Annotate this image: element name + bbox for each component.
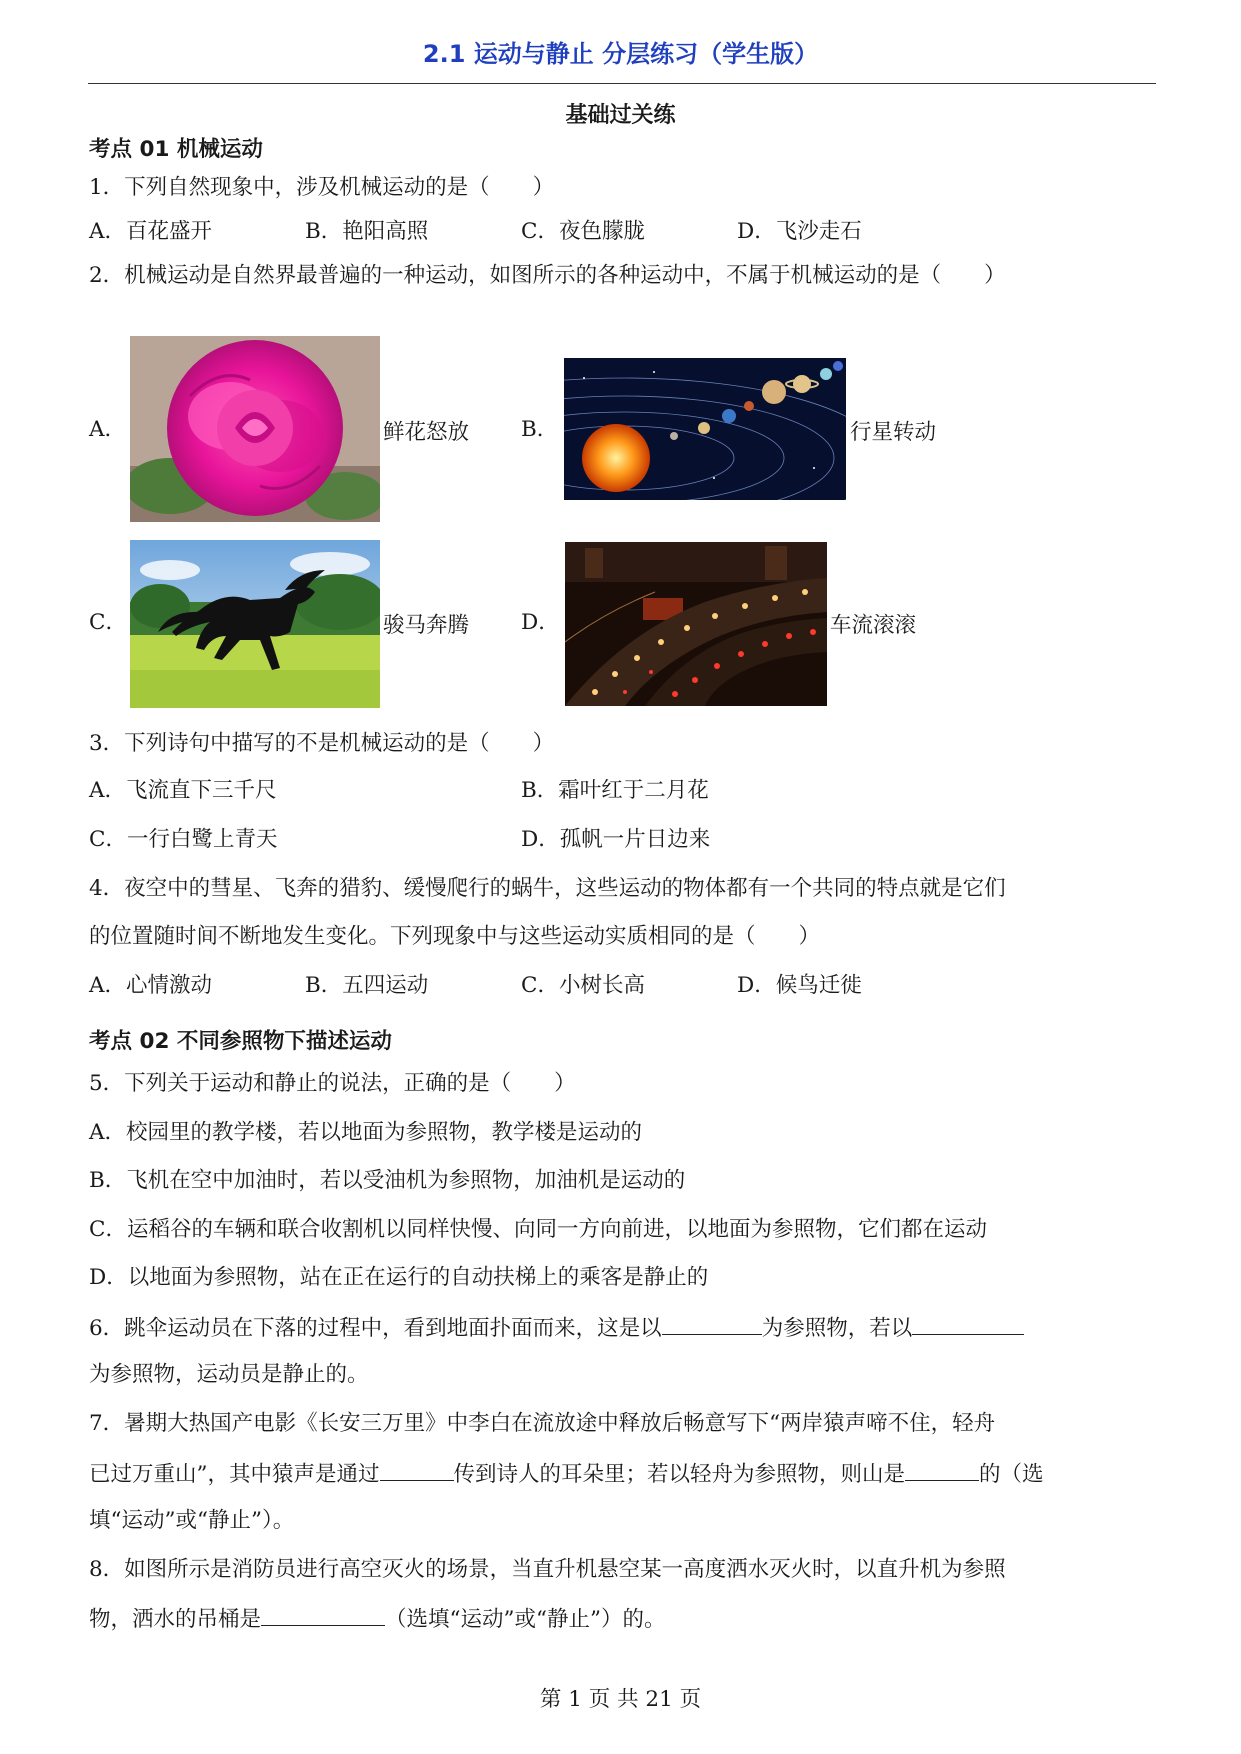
page-number: 第 1 页 共 21 页 (539, 1687, 702, 1712)
q2-option-b-caption: 行星转动 (850, 420, 937, 445)
q1-option-a: A．百花盛开 (89, 219, 213, 244)
q4-option-d: D．候鸟迁徙 (737, 973, 862, 998)
q8-text-2: （选填“运动”或“静止”）的。 (385, 1607, 666, 1632)
q2-option-a-label: A． (89, 417, 127, 442)
q7-text-3: 的（选 (979, 1462, 1044, 1487)
question-1-stem: 1．下列自然现象中，涉及机械运动的是（ ） (89, 175, 555, 200)
q3-option-a: A．飞流直下三千尺 (89, 778, 277, 803)
question-4-line-2: 的位置随时间不断地发生变化。下列现象中与这些运动实质相同的是（ ） (89, 924, 821, 949)
q7-blank-1[interactable] (380, 1458, 454, 1481)
q4-option-b: B．五四运动 (305, 973, 429, 998)
q1-option-c: C．夜色朦胧 (521, 219, 645, 244)
q5-option-a: A．校园里的教学楼，若以地面为参照物，教学楼是运动的 (89, 1120, 643, 1145)
document-title: 2.1 运动与静止 分层练习（学生版） (422, 40, 819, 68)
question-4-line-1: 4．夜空中的彗星、飞奔的猎豹、缓慢爬行的蜗牛，这些运动的物体都有一个共同的特点就是它们 (89, 876, 1006, 901)
question-8-line-1: 8．如图所示是消防员进行高空灭火的场景，当直升机悬空某一高度洒水灭火时，以直升机为参照 (89, 1557, 1006, 1582)
q5-option-c: C．运稻谷的车辆和联合收割机以同样快慢、向同一方向前进，以地面为参照物，它们都在运动 (89, 1217, 987, 1242)
question-6-line-1 (89, 1312, 1024, 1344)
q2-option-a-caption: 鲜花怒放 (383, 420, 470, 445)
q7-text-1: 已过万重山”，其中猿声是通过 (89, 1462, 380, 1487)
q8-blank-1[interactable] (261, 1603, 385, 1626)
q4-option-c: C．小树长高 (521, 973, 645, 998)
question-7-line-3: 填“运动”或“静止”）。 (89, 1508, 295, 1533)
section-title: 基础过关练 (565, 103, 676, 128)
q3-option-d: D．孤帆一片日边来 (521, 827, 711, 852)
question-2-stem: 2．机械运动是自然界最普遍的一种运动，如图所示的各种运动中，不属于机械运动的是（ ） (89, 263, 1006, 288)
q5-option-d: D．以地面为参照物，站在正在运行的自动扶梯上的乘客是静止的 (89, 1265, 709, 1290)
question-8-line-2 (89, 1603, 665, 1635)
q2-option-d-label: D． (521, 610, 560, 635)
topic-heading-2: 考点 02 不同参照物下描述运动 (89, 1029, 392, 1054)
q6-blank-1[interactable] (662, 1312, 762, 1335)
q3-option-b: B．霜叶红于二月花 (521, 778, 709, 803)
q6-text-2: 为参照物，若以 (761, 1316, 913, 1341)
solar-system-image (564, 358, 846, 500)
question-7-line-2 (89, 1458, 1044, 1490)
q8-text-1: 物，洒水的吊桶是 (89, 1607, 262, 1632)
question-3-stem: 3．下列诗句中描写的不是机械运动的是（ ） (89, 731, 555, 756)
q3-option-c: C．一行白鹭上青天 (89, 827, 278, 852)
galloping-horse-image (130, 540, 380, 708)
question-6-line-2: 为参照物，运动员是静止的。 (89, 1362, 369, 1387)
q2-option-c-caption: 骏马奔腾 (383, 613, 470, 638)
traffic-at-night-image (565, 542, 827, 706)
question-5-stem: 5．下列关于运动和静止的说法，正确的是（ ） (89, 1071, 576, 1096)
q5-option-b: B．飞机在空中加油时，若以受油机为参照物，加油机是运动的 (89, 1168, 686, 1193)
q1-option-d: D．飞沙走石 (737, 219, 862, 244)
q2-option-d-caption: 车流滚滚 (830, 613, 917, 638)
q6-text-1: 6．跳伞运动员在下落的过程中，看到地面扑面而来，这是以 (89, 1316, 662, 1341)
question-7-line-1: 7．暑期大热国产电影《长安三万里》中李白在流放途中释放后畅意写下“两岸猿声啼不住，轻舟 (89, 1411, 996, 1436)
q2-option-c-label: C． (89, 610, 127, 635)
rose-flower-image (130, 336, 380, 522)
header-divider (88, 83, 1156, 84)
q7-text-2: 传到诗人的耳朵里；若以轻舟为参照物，则山是 (453, 1462, 906, 1487)
q7-blank-2[interactable] (905, 1458, 979, 1481)
q2-option-b-label: B． (521, 417, 559, 442)
q4-option-a: A．心情激动 (89, 973, 213, 998)
q1-option-b: B．艳阳高照 (305, 219, 429, 244)
topic-heading-1: 考点 01 机械运动 (89, 137, 263, 162)
q6-blank-2[interactable] (912, 1312, 1024, 1335)
